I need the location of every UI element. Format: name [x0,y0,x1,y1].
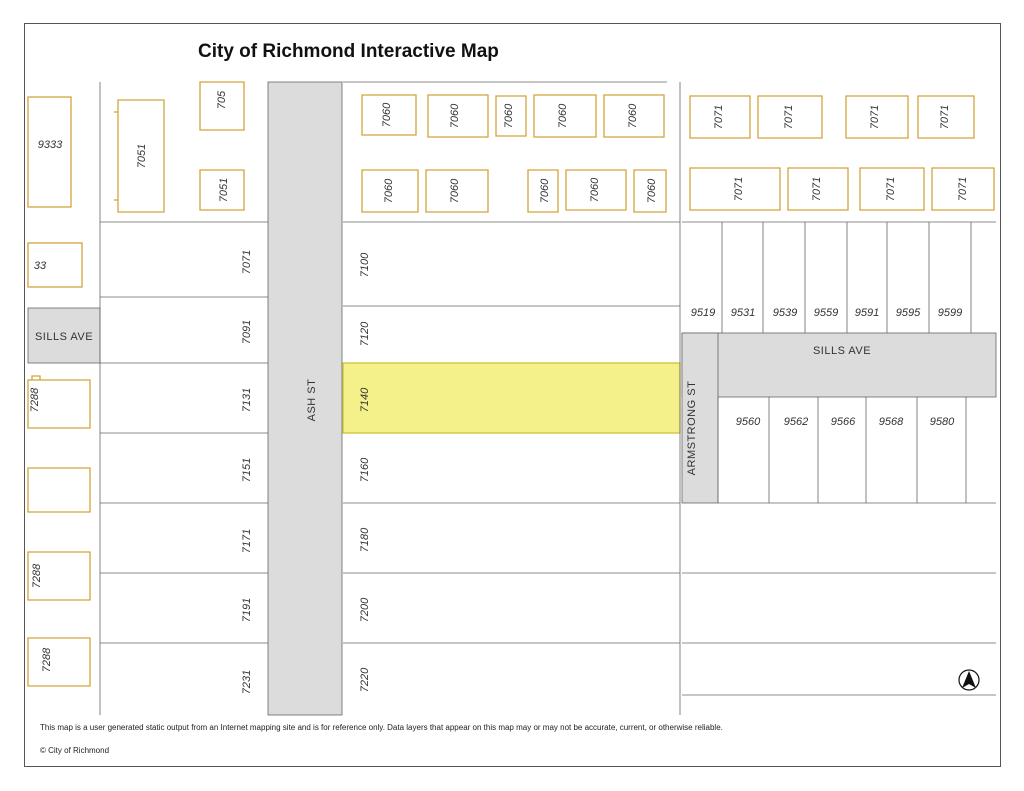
sills-ave-right-road [682,333,996,397]
address-9531: 9531 [730,307,756,319]
address-9591: 9591 [854,307,880,319]
address-7060-g: 7060 [449,178,461,204]
address-7071-b: 7071 [783,104,795,130]
address-7288-c: 7288 [41,647,53,673]
address-7051-b: 7051 [218,177,230,203]
address-7060-i: 7060 [589,177,601,203]
address-7071-f: 7071 [811,176,823,202]
address-7071-h: 7071 [957,176,969,202]
ash-st-road [268,82,342,715]
address-7140: 7140 [359,387,371,413]
address-9566: 9566 [830,416,856,428]
address-7191: 7191 [241,597,253,623]
address-7060-b: 7060 [449,103,461,129]
address-9568: 9568 [878,416,904,428]
armstrong-st-label: ARMSTRONG ST [686,380,698,476]
address-7060-e: 7060 [627,103,639,129]
selected-parcel-7140[interactable] [343,363,680,433]
address-7100: 7100 [359,252,371,278]
address-7051-a: 7051 [136,143,148,169]
address-7288-b: 7288 [31,563,43,589]
address-7180: 7180 [359,527,371,553]
address-7200: 7200 [359,597,371,623]
address-33: 33 [33,260,47,272]
ash-st-label: ASH ST [306,378,318,422]
address-7071-e: 7071 [733,176,745,202]
address-7151: 7151 [241,457,253,483]
address-7160: 7160 [359,457,371,483]
address-7071-c: 7071 [869,104,881,130]
sills-ave-right-label: SILLS AVE [812,345,872,357]
address-7220: 7220 [359,667,371,693]
address-7131: 7131 [241,387,253,413]
address-7071-d: 7071 [939,104,951,130]
address-9595: 9595 [895,307,921,319]
address-7231: 7231 [241,669,253,695]
address-7071: 7071 [241,249,253,275]
address-7171: 7171 [241,528,253,554]
address-7060-d: 7060 [557,103,569,129]
north-arrow-icon [959,670,979,690]
copyright-text: © City of Richmond [40,746,110,755]
address-9560: 9560 [735,416,761,428]
address-9580: 9580 [929,416,955,428]
map-title: City of Richmond Interactive Map [198,41,499,62]
address-7288-a: 7288 [29,387,41,413]
address-7091: 7091 [241,319,253,345]
address-9333: 9333 [37,139,63,151]
address-7060-h: 7060 [539,178,551,204]
address-7071-a: 7071 [713,104,725,130]
address-7060-f: 7060 [383,178,395,204]
address-705: 705 [216,90,228,110]
address-9559: 9559 [813,307,839,319]
address-7071-g: 7071 [885,176,897,202]
address-9562: 9562 [783,416,809,428]
address-7060-j: 7060 [646,178,658,204]
address-9599: 9599 [937,307,963,319]
address-7060-a: 7060 [381,102,393,128]
address-9519: 9519 [690,307,716,319]
address-7060-c: 7060 [503,103,515,129]
address-9539: 9539 [772,307,798,319]
disclaimer-text: This map is a user generated static output from an Internet mapping site and is for reference only. Data layers that appear on this map may or may not be accurate, current, or otherwise reliable. [40,723,723,732]
address-7120: 7120 [359,321,371,347]
sills-ave-left-label: SILLS AVE [34,331,94,343]
